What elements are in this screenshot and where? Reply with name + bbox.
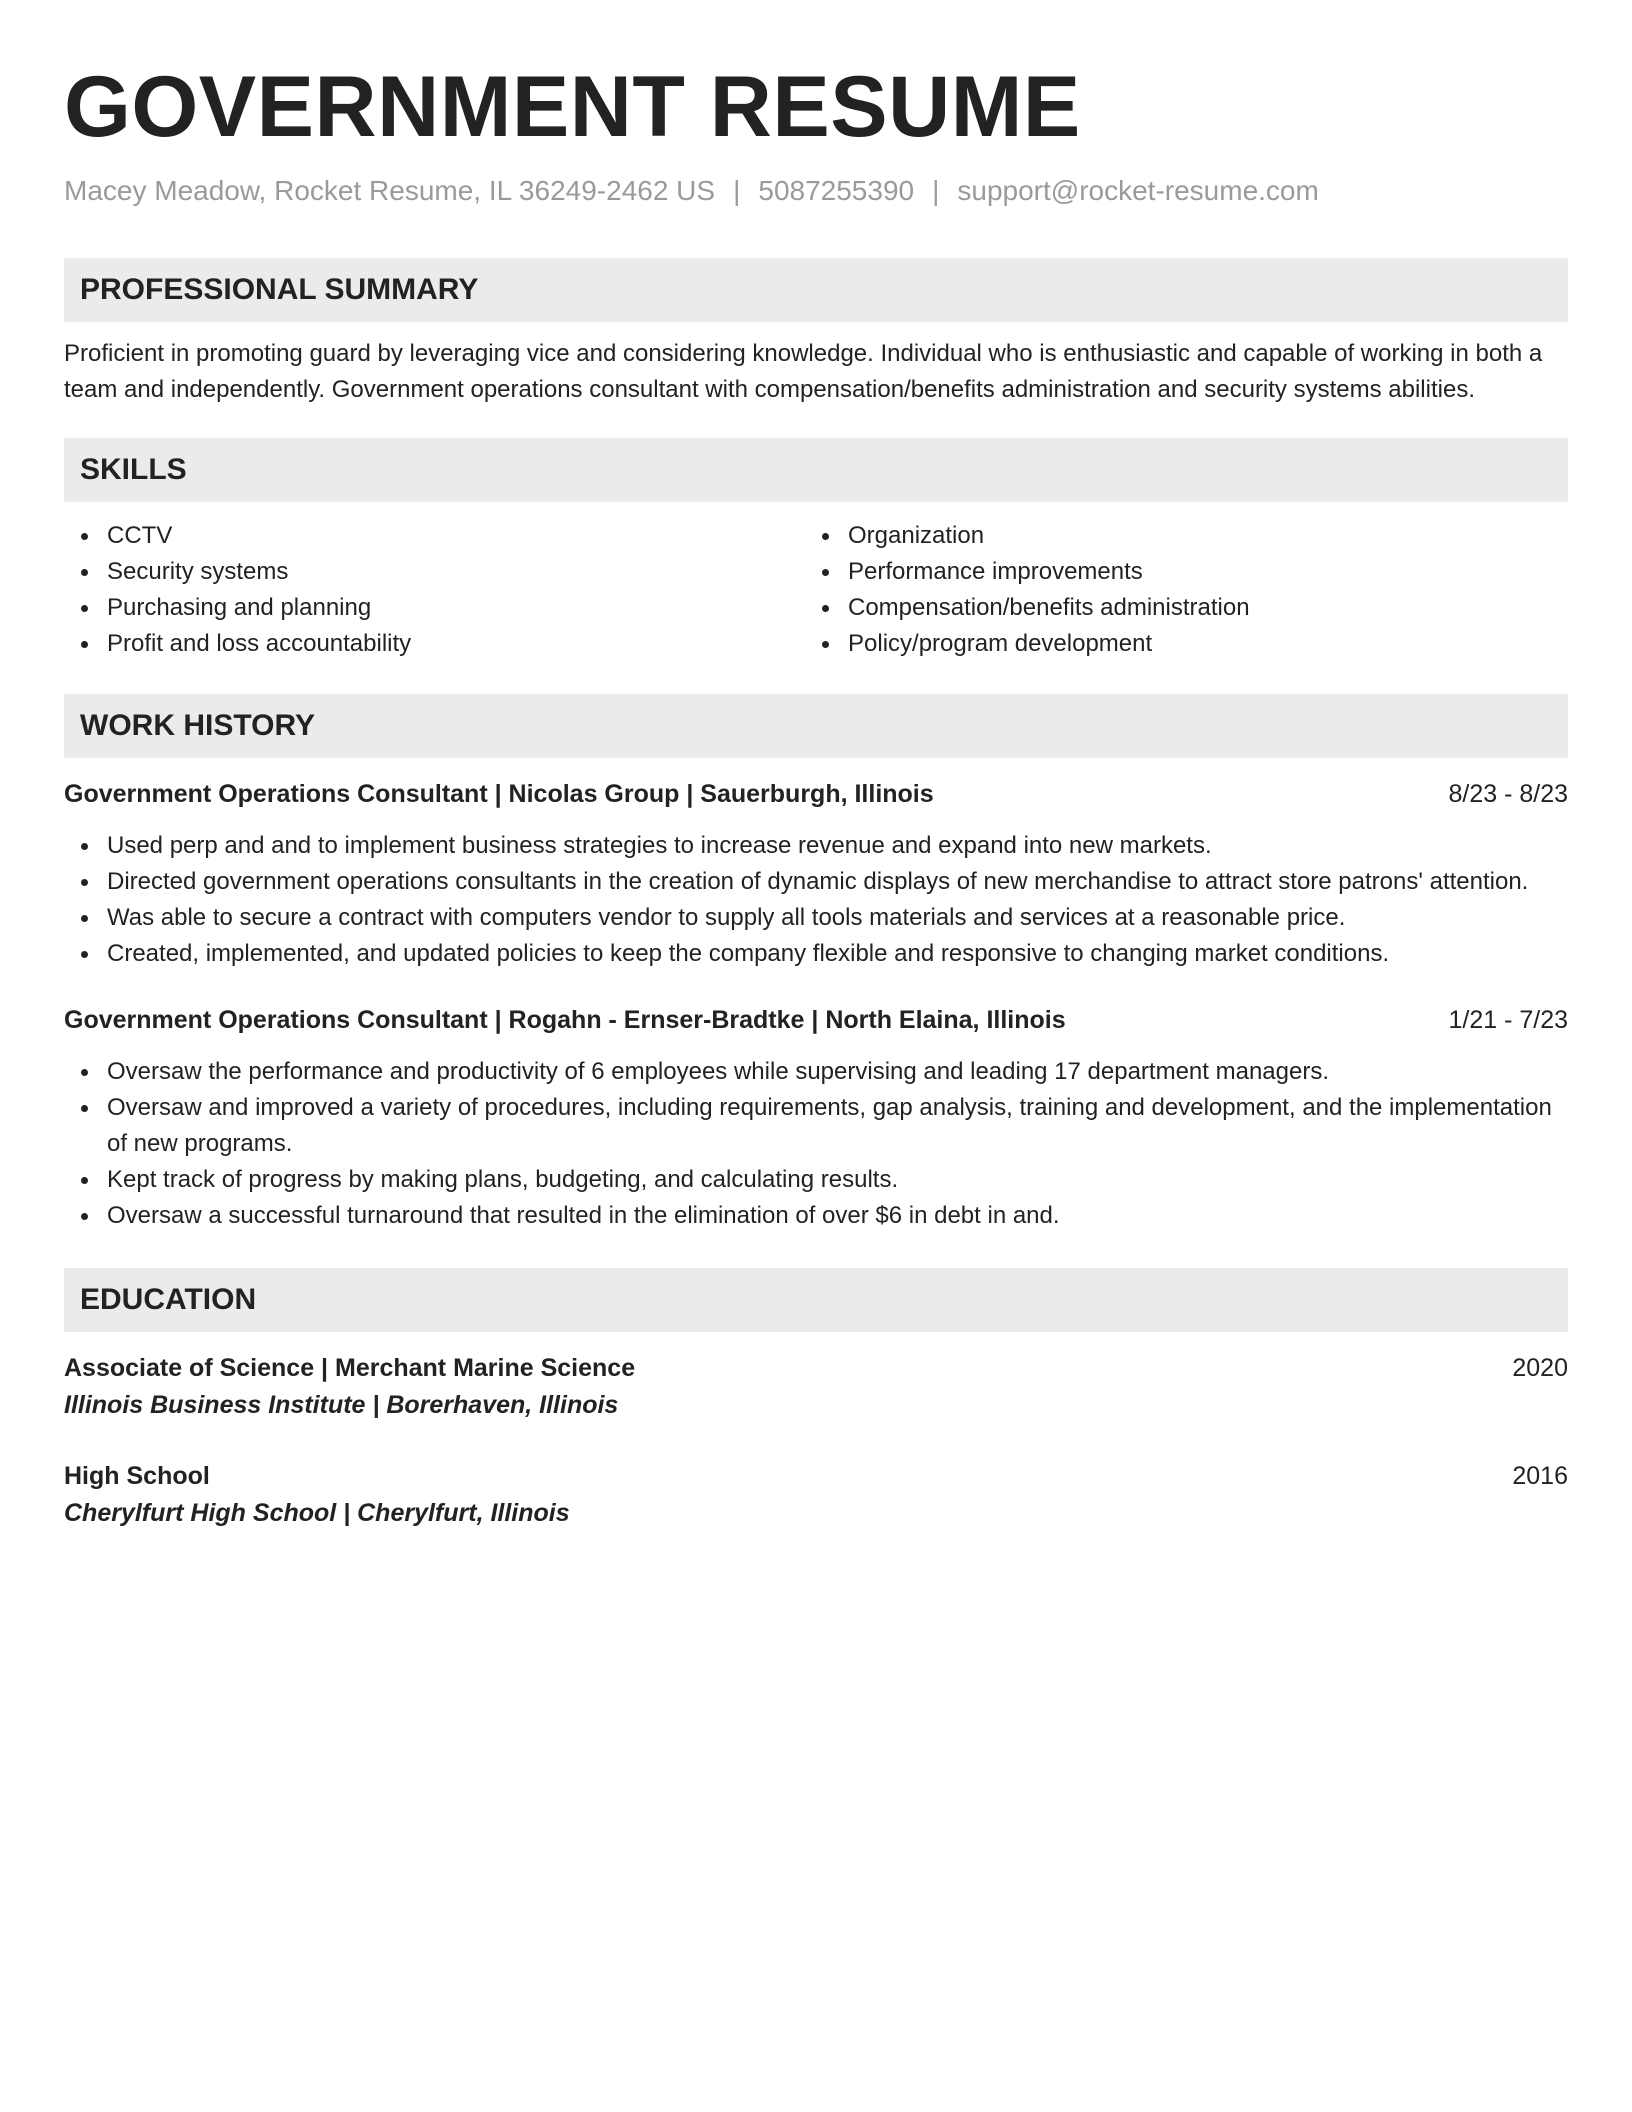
job-header — [64, 1002, 1568, 1038]
skill-item: Policy/program development — [816, 626, 1568, 662]
job-bullet: Oversaw the performance and productivity of 6 employees while supervising and leading 17 department managers. — [64, 1054, 1568, 1090]
section-header-work-history: WORK HISTORY — [64, 694, 1568, 758]
skills-column-right — [816, 518, 1568, 662]
education-year: 2020 — [1512, 1353, 1568, 1382]
job-title: Government Operations Consultant | Rogahn - Ernser-Bradtke | North Elaina, Illinois — [64, 1005, 1066, 1034]
education-school: Illinois Business Institute | Borerhaven, Illinois — [64, 1390, 619, 1419]
education-header — [64, 1458, 1568, 1494]
skill-item: Purchasing and planning — [64, 590, 816, 626]
skill-item: Performance improvements — [816, 554, 1568, 590]
contact-address: Macey Meadow, Rocket Resume, IL 36249-2462 US — [64, 175, 716, 206]
skill-item: Profit and loss accountability — [64, 626, 816, 662]
job-bullets — [64, 828, 1568, 972]
job-bullet: Kept track of progress by making plans, budgeting, and calculating results. — [64, 1162, 1568, 1198]
job-entry — [64, 1002, 1568, 1234]
contact-email: support@rocket-resume.com — [957, 175, 1319, 206]
education-degree: Associate of Science | Merchant Marine Science — [64, 1353, 636, 1382]
skills-list — [64, 518, 1568, 662]
skill-item: Security systems — [64, 554, 816, 590]
contact-separator: | — [733, 175, 741, 206]
contact-line — [64, 174, 1568, 208]
job-bullet: Oversaw a successful turnaround that resulted in the elimination of over $6 in debt in and. — [64, 1198, 1568, 1234]
job-bullets — [64, 1054, 1568, 1234]
education-degree: High School — [64, 1461, 210, 1490]
contact-phone: 5087255390 — [758, 175, 915, 206]
skill-item: Compensation/benefits administration — [816, 590, 1568, 626]
skills-column-left — [64, 518, 816, 662]
summary-text: Proficient in promoting guard by leveraging vice and considering knowledge. Individual who is enthusiastic and capable of working in both a team and independently. Government operations consultant with compensation/benefits administration and security systems abilities. — [64, 339, 1543, 403]
job-entry — [64, 776, 1568, 972]
education-entry — [64, 1350, 1568, 1424]
job-dates: 8/23 - 8/23 — [1448, 779, 1568, 808]
job-bullet: Directed government operations consultants in the creation of dynamic displays of new merchandise to attract store patrons' attention. — [64, 864, 1568, 900]
education-school: Cherylfurt High School | Cherylfurt, Illinois — [64, 1498, 570, 1527]
job-dates: 1/21 - 7/23 — [1448, 1005, 1568, 1034]
education-header — [64, 1350, 1568, 1386]
education-year: 2016 — [1512, 1461, 1568, 1490]
job-bullet: Oversaw and improved a variety of procedures, including requirements, gap analysis, training and development, and the implementation of new programs. — [64, 1090, 1568, 1162]
job-title: Government Operations Consultant | Nicolas Group | Sauerburgh, Illinois — [64, 779, 934, 808]
section-header-education: EDUCATION — [64, 1268, 1568, 1332]
job-bullet: Was able to secure a contract with computers vendor to supply all tools materials and services at a reasonable price. — [64, 900, 1568, 936]
education-entry — [64, 1458, 1568, 1532]
section-header-skills: SKILLS — [64, 438, 1568, 502]
skill-item: CCTV — [64, 518, 816, 554]
job-header — [64, 776, 1568, 812]
job-bullet: Used perp and and to implement business strategies to increase revenue and expand into new markets. — [64, 828, 1568, 864]
resume-title: GOVERNMENT RESUME — [64, 59, 1081, 155]
section-header-summary: PROFESSIONAL SUMMARY — [64, 258, 1568, 322]
skill-item: Organization — [816, 518, 1568, 554]
contact-separator: | — [932, 175, 940, 206]
job-bullet: Created, implemented, and updated policies to keep the company flexible and responsive to changing market conditions. — [64, 936, 1568, 972]
